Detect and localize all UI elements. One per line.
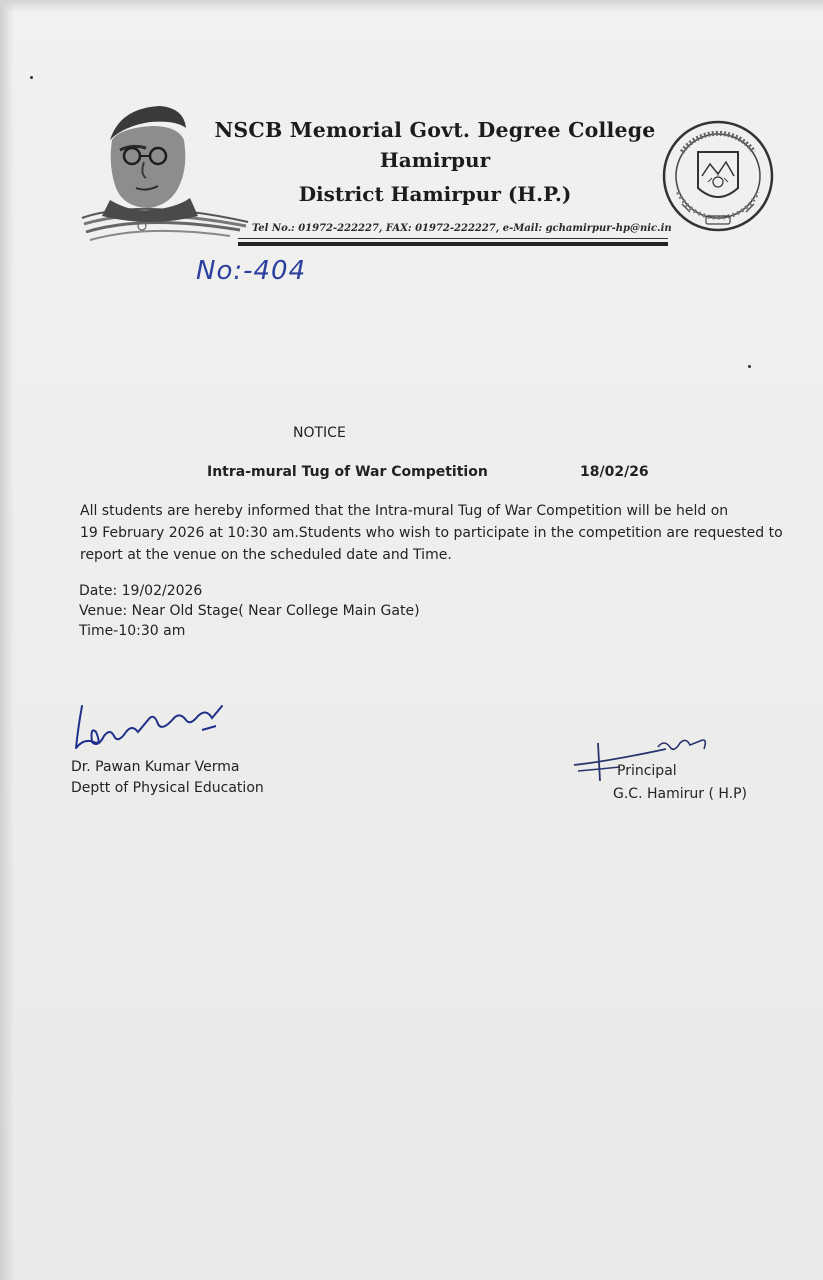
paper-speck bbox=[748, 365, 751, 368]
notice-body bbox=[80, 500, 783, 566]
event-date: Date: 19/02/2026 bbox=[79, 583, 203, 599]
body-line: All students are hereby informed that the Intra-mural Tug of War Competition will be held on bbox=[80, 503, 729, 519]
college-city: Hamirpur bbox=[379, 148, 491, 172]
college-district: District Hamirpur (H.P.) bbox=[298, 182, 572, 206]
page-top-shadow bbox=[0, 0, 823, 12]
left-signatory-dept: Deptt of Physical Education bbox=[71, 780, 264, 796]
left-signatory bbox=[71, 757, 264, 799]
paper-speck bbox=[30, 76, 33, 79]
handwritten-reference-number: No:-404 bbox=[196, 256, 307, 286]
contact-line: Tel No.: 01972-222227, FAX: 01972-222227, e-Mail: gchamirpur-hp@nic.in bbox=[252, 223, 672, 234]
college-name: NSCB Memorial Govt. Degree College bbox=[214, 118, 656, 142]
signature-left bbox=[70, 698, 240, 758]
event-time: Time-10:30 am bbox=[79, 623, 186, 639]
header-rule-thin bbox=[238, 238, 668, 239]
notice-subject: Intra-mural Tug of War Competition bbox=[207, 464, 488, 480]
body-line: 19 February 2026 at 10:30 am.Students who wish to participate in the competition are requested to bbox=[80, 525, 783, 541]
right-signatory-institution: G.C. Hamirur ( H.P) bbox=[613, 786, 747, 802]
college-seal-icon bbox=[660, 116, 776, 236]
notice-date: 18/02/26 bbox=[580, 464, 649, 480]
body-line: report at the venue on the scheduled date and Time. bbox=[80, 547, 452, 563]
header-rule-thick bbox=[238, 242, 668, 246]
right-signatory-role: Principal bbox=[617, 763, 677, 779]
event-venue: Venue: Near Old Stage( Near College Main Gate) bbox=[79, 603, 420, 619]
notice-heading: NOTICE bbox=[293, 425, 346, 441]
event-details bbox=[79, 581, 420, 641]
page-edge-shadow bbox=[0, 0, 14, 1280]
left-signatory-name: Dr. Pawan Kumar Verma bbox=[71, 759, 240, 775]
